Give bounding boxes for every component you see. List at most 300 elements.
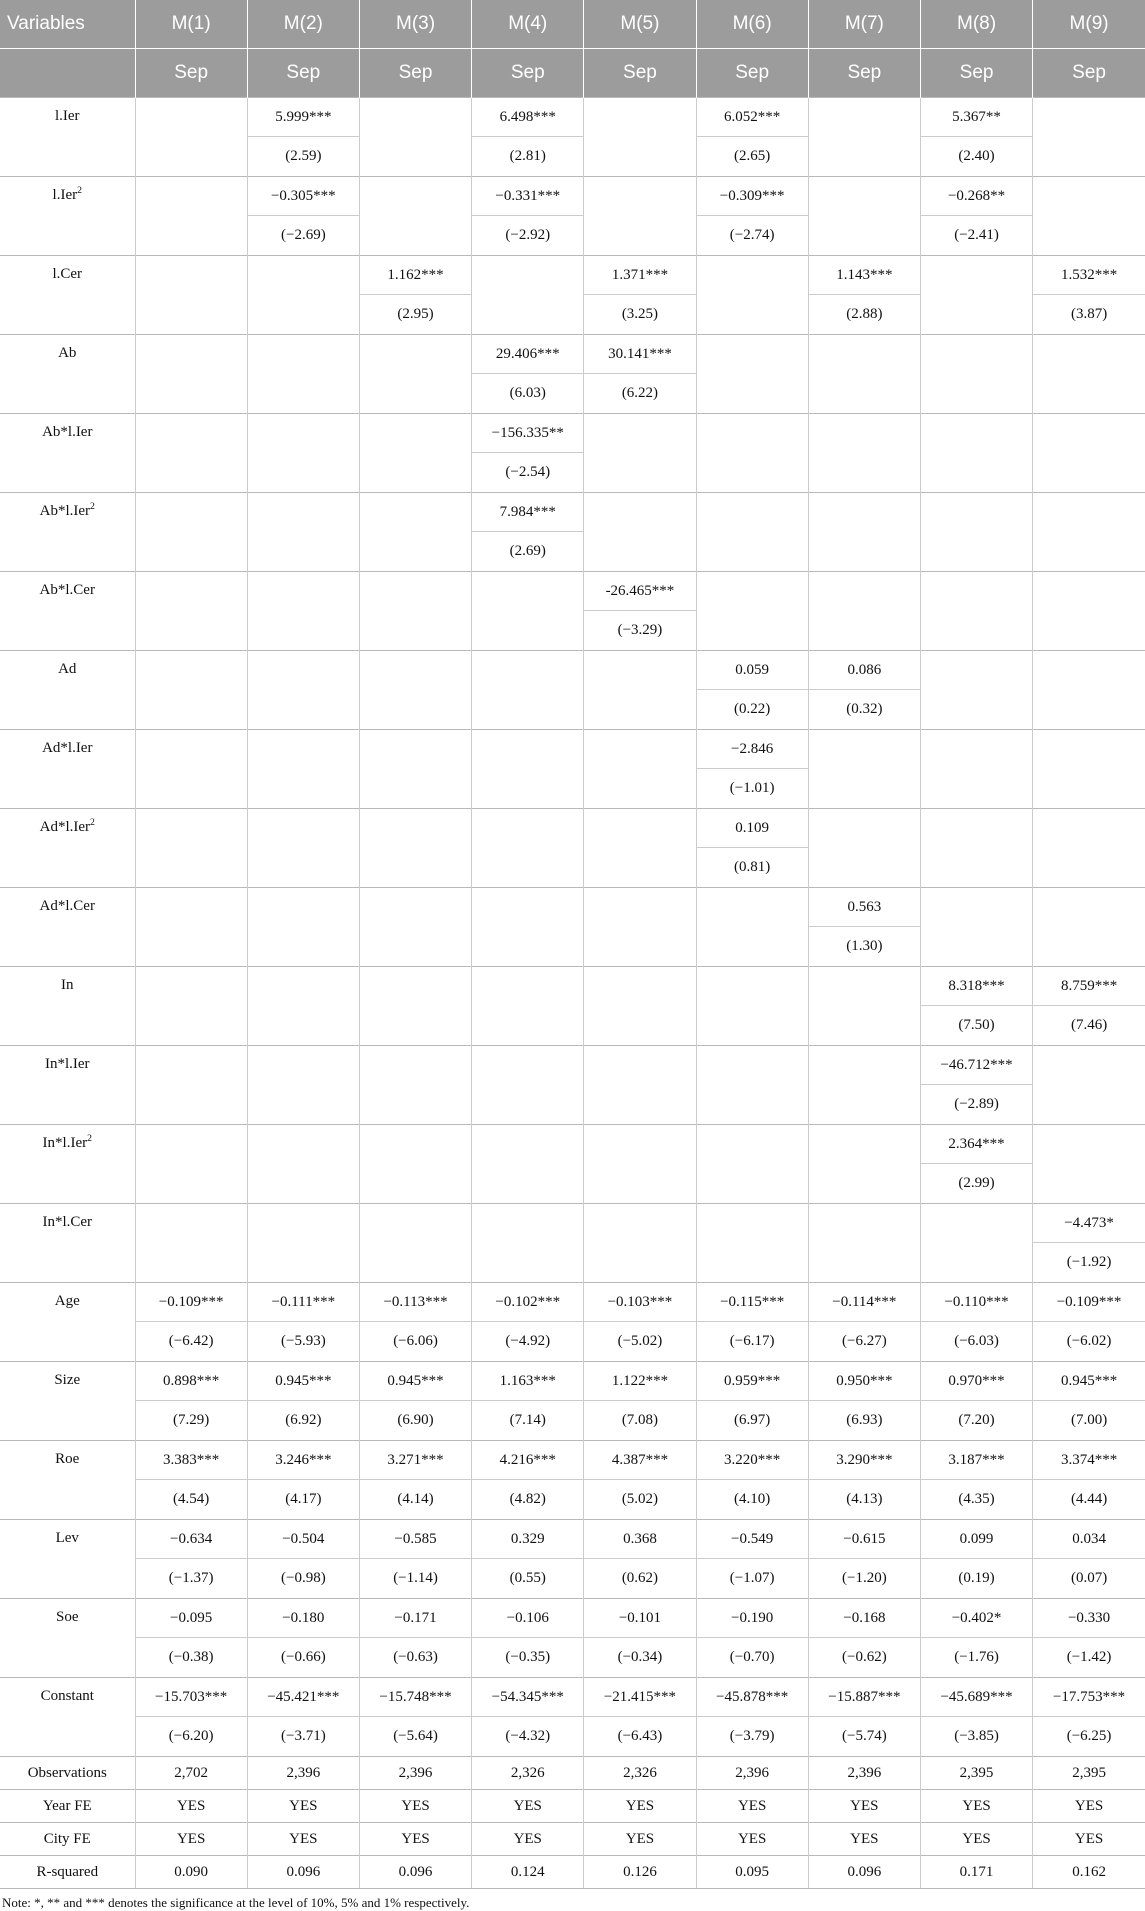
statistic-cell: YES [472,1790,584,1823]
t-stat-cell: (−1.07) [696,1559,808,1599]
t-stat-cell: (1.30) [808,927,920,967]
coefficient-cell: −0.095 [135,1599,247,1638]
t-stat-cell: (−1.92) [1033,1243,1145,1283]
empty-cell [472,769,584,809]
empty-cell [1033,374,1145,414]
variable-coef-row [0,335,1145,374]
coefficient-cell: −0.615 [808,1520,920,1559]
empty-cell [920,572,1032,611]
t-stat-cell: (−6.03) [920,1322,1032,1362]
empty-cell [247,1085,359,1125]
t-stat-cell: (2.59) [247,137,359,177]
empty-cell [1033,532,1145,572]
statistic-cell: 0.126 [584,1856,696,1889]
t-stat-cell: (4.35) [920,1480,1032,1520]
coefficient-cell: −15.748*** [359,1678,471,1717]
t-stat-cell: (−5.74) [808,1717,920,1757]
empty-cell [808,216,920,256]
variables-header: Variables [0,0,135,49]
statistic-cell: YES [584,1823,696,1856]
empty-cell [584,532,696,572]
coefficient-cell: 0.109 [696,809,808,848]
empty-cell [359,1125,471,1164]
empty-cell [247,730,359,769]
empty-cell [359,651,471,690]
empty-cell [135,967,247,1006]
statistic-label: R-squared [0,1856,135,1889]
t-stat-cell: (4.14) [359,1480,471,1520]
empty-cell [1033,414,1145,453]
empty-cell [584,98,696,137]
empty-cell [472,651,584,690]
empty-cell [472,1006,584,1046]
coefficient-cell: 29.406*** [472,335,584,374]
variable-coef-row [0,256,1145,295]
variable-tstat-row [0,848,1145,888]
variable-tstat-row [0,216,1145,256]
empty-cell [584,1243,696,1283]
empty-cell [1033,493,1145,532]
coefficient-cell: −156.335** [472,414,584,453]
variable-label: Ab*l.Ier [0,414,135,493]
empty-cell [472,572,584,611]
empty-cell [359,137,471,177]
t-stat-cell: (2.88) [808,295,920,335]
coefficient-cell: 3.220*** [696,1441,808,1480]
t-stat-cell: (6.97) [696,1401,808,1441]
t-stat-cell: (4.13) [808,1480,920,1520]
statistic-label: City FE [0,1823,135,1856]
empty-cell [472,848,584,888]
coefficient-cell: 0.945*** [359,1362,471,1401]
variable-label: Ab*l.Cer [0,572,135,651]
t-stat-cell: (3.25) [584,295,696,335]
statistic-cell: 0.162 [1033,1856,1145,1889]
model-header: M(6) [696,0,808,49]
t-stat-cell: (−1.20) [808,1559,920,1599]
t-stat-cell: (7.08) [584,1401,696,1441]
t-stat-cell: (6.03) [472,374,584,414]
empty-cell [135,888,247,927]
empty-cell [247,572,359,611]
variable-label: Age [0,1283,135,1362]
variable-label: Lev [0,1520,135,1599]
sample-header: Sep [920,49,1032,98]
statistic-cell: 2,396 [247,1757,359,1790]
empty-cell [472,1204,584,1243]
empty-cell [472,611,584,651]
empty-cell [920,809,1032,848]
variable-coef-row [0,809,1145,848]
empty-cell [584,216,696,256]
t-stat-cell: (−5.64) [359,1717,471,1757]
empty-cell [584,1204,696,1243]
t-stat-cell: (−6.43) [584,1717,696,1757]
empty-cell [472,1164,584,1204]
t-stat-cell: (−2.89) [920,1085,1032,1125]
empty-cell [808,532,920,572]
empty-cell [920,256,1032,295]
empty-cell [359,888,471,927]
t-stat-cell: (−0.38) [135,1638,247,1678]
variable-label: Roe [0,1441,135,1520]
statistic-cell: YES [584,1790,696,1823]
table-body [0,98,1145,1889]
t-stat-cell: (4.44) [1033,1480,1145,1520]
empty-cell [135,1085,247,1125]
empty-cell [920,1243,1032,1283]
empty-cell [808,453,920,493]
variable-label: Constant [0,1678,135,1757]
coefficient-cell: 1.371*** [584,256,696,295]
statistic-cell: 0.096 [808,1856,920,1889]
empty-cell [135,98,247,137]
empty-cell [696,888,808,927]
statistic-cell: 0.124 [472,1856,584,1889]
empty-cell [584,967,696,1006]
empty-cell [808,1085,920,1125]
coefficient-cell: −0.103*** [584,1283,696,1322]
statistic-cell: 0.096 [359,1856,471,1889]
empty-cell [135,216,247,256]
empty-cell [584,888,696,927]
coefficient-cell: −15.703*** [135,1678,247,1717]
t-stat-cell: (−2.92) [472,216,584,256]
t-stat-cell: (−3.71) [247,1717,359,1757]
empty-cell [247,651,359,690]
empty-cell [808,98,920,137]
coefficient-cell: −46.712*** [920,1046,1032,1085]
sample-header: Sep [472,49,584,98]
empty-cell [359,414,471,453]
empty-cell [135,1164,247,1204]
empty-cell [696,611,808,651]
coefficient-cell: 30.141*** [584,335,696,374]
empty-cell [696,532,808,572]
coefficient-cell: 0.329 [472,1520,584,1559]
coefficient-cell: 6.498*** [472,98,584,137]
variable-label: In [0,967,135,1046]
empty-cell [920,374,1032,414]
empty-cell [808,493,920,532]
t-stat-cell: (−0.62) [808,1638,920,1678]
statistic-cell: 2,395 [920,1757,1032,1790]
coefficient-cell: −0.115*** [696,1283,808,1322]
empty-cell [359,1204,471,1243]
model-header: M(3) [359,0,471,49]
variable-label: l.Ier [0,98,135,177]
statistic-cell: 2,326 [584,1757,696,1790]
t-stat-cell: (0.62) [584,1559,696,1599]
t-stat-cell: (−6.06) [359,1322,471,1362]
empty-cell [247,1164,359,1204]
empty-cell [247,611,359,651]
superscript-two: 2 [90,817,95,828]
t-stat-cell: (−5.93) [247,1322,359,1362]
empty-cell [584,1006,696,1046]
variable-label: Size [0,1362,135,1441]
empty-cell [247,256,359,295]
empty-cell [247,967,359,1006]
coefficient-cell: 0.898*** [135,1362,247,1401]
coefficient-cell: −45.878*** [696,1678,808,1717]
superscript-two: 2 [90,501,95,512]
coefficient-cell: 3.383*** [135,1441,247,1480]
empty-cell [1033,769,1145,809]
empty-cell [247,1204,359,1243]
sample-header: Sep [696,49,808,98]
coefficient-cell: −0.331*** [472,177,584,216]
t-stat-cell: (2.95) [359,295,471,335]
t-stat-cell: (0.22) [696,690,808,730]
empty-cell [135,177,247,216]
statistic-cell: YES [808,1790,920,1823]
empty-cell [135,651,247,690]
variable-label: In*l.Ier$^2$ [0,1125,135,1204]
empty-cell [584,651,696,690]
t-stat-cell: (2.65) [696,137,808,177]
statistic-cell: 0.096 [247,1856,359,1889]
coefficient-cell: 0.099 [920,1520,1032,1559]
empty-cell [359,967,471,1006]
variable-tstat-row [0,611,1145,651]
empty-cell [359,1046,471,1085]
empty-cell [584,769,696,809]
statistic-cell: 0.095 [696,1856,808,1889]
coefficient-cell: 1.162*** [359,256,471,295]
empty-cell [584,809,696,848]
coefficient-cell: −15.887*** [808,1678,920,1717]
coefficient-cell: −0.106 [472,1599,584,1638]
empty-cell [696,493,808,532]
empty-cell [359,532,471,572]
coefficient-cell: −0.268** [920,177,1032,216]
empty-cell [696,1085,808,1125]
empty-cell [920,493,1032,532]
empty-cell [1033,611,1145,651]
t-stat-cell: (−1.01) [696,769,808,809]
empty-cell [472,256,584,295]
t-stat-cell: (−0.66) [247,1638,359,1678]
statistic-cell: YES [359,1790,471,1823]
coefficient-cell: 1.122*** [584,1362,696,1401]
coefficient-cell: 0.945*** [247,1362,359,1401]
empty-cell [1033,572,1145,611]
t-stat-cell: (−0.70) [696,1638,808,1678]
sample-header: Sep [584,49,696,98]
empty-cell [1033,137,1145,177]
coefficient-cell: −21.415*** [584,1678,696,1717]
empty-cell [359,809,471,848]
coefficient-cell: 3.290*** [808,1441,920,1480]
empty-cell [1033,1164,1145,1204]
statistic-cell: YES [696,1823,808,1856]
empty-cell [584,177,696,216]
coefficient-cell: 2.364*** [920,1125,1032,1164]
empty-cell [135,374,247,414]
empty-cell [808,1006,920,1046]
empty-cell [1033,98,1145,137]
coefficient-cell: −0.113*** [359,1283,471,1322]
coefficient-cell: −0.102*** [472,1283,584,1322]
coefficient-cell: −4.473* [1033,1204,1145,1243]
empty-cell [584,137,696,177]
t-stat-cell: (7.29) [135,1401,247,1441]
empty-cell [359,1243,471,1283]
empty-cell [696,374,808,414]
t-stat-cell: (6.90) [359,1401,471,1441]
empty-cell [584,848,696,888]
coefficient-cell: −0.168 [808,1599,920,1638]
t-stat-cell: (−4.32) [472,1717,584,1757]
empty-cell [920,690,1032,730]
coefficient-cell: −0.634 [135,1520,247,1559]
empty-cell [808,335,920,374]
coefficient-cell: 0.945*** [1033,1362,1145,1401]
empty-cell [135,1243,247,1283]
empty-cell [359,493,471,532]
empty-cell [808,611,920,651]
empty-cell [808,1046,920,1085]
empty-cell [920,848,1032,888]
coefficient-cell: 0.086 [808,651,920,690]
empty-cell [696,927,808,967]
empty-cell [584,453,696,493]
empty-cell [472,967,584,1006]
empty-cell [472,1085,584,1125]
variable-tstat-row [0,1164,1145,1204]
empty-cell [135,1125,247,1164]
empty-cell [135,532,247,572]
t-stat-cell: (7.50) [920,1006,1032,1046]
empty-cell [359,769,471,809]
coefficient-cell: 0.950*** [808,1362,920,1401]
empty-cell [696,1125,808,1164]
t-stat-cell: (−6.20) [135,1717,247,1757]
variable-coef-row [0,493,1145,532]
t-stat-cell: (−1.76) [920,1638,1032,1678]
empty-cell [359,177,471,216]
coefficient-cell: −0.171 [359,1599,471,1638]
empty-cell [696,967,808,1006]
t-stat-cell: (4.82) [472,1480,584,1520]
variable-coef-row [0,967,1145,1006]
variable-coef-row [0,1362,1145,1401]
empty-cell [472,888,584,927]
coefficient-cell: 4.216*** [472,1441,584,1480]
variable-label: Ad*l.Cer [0,888,135,967]
empty-cell [359,927,471,967]
t-stat-cell: (−6.17) [696,1322,808,1362]
variable-tstat-row [0,1085,1145,1125]
t-stat-cell: (4.17) [247,1480,359,1520]
coefficient-cell: −0.309*** [696,177,808,216]
t-stat-cell: (2.69) [472,532,584,572]
empty-cell [135,1046,247,1085]
empty-cell [135,335,247,374]
empty-cell [808,809,920,848]
statistic-row [0,1790,1145,1823]
empty-cell [584,414,696,453]
empty-cell [584,690,696,730]
coefficient-cell: 3.374*** [1033,1441,1145,1480]
coefficient-cell: −0.109*** [135,1283,247,1322]
empty-cell [247,1243,359,1283]
t-stat-cell: (4.54) [135,1480,247,1520]
variable-tstat-row [0,532,1145,572]
empty-cell [808,769,920,809]
statistic-label: Observations [0,1757,135,1790]
coefficient-cell: −54.345*** [472,1678,584,1717]
empty-cell [584,1085,696,1125]
t-stat-cell: (2.40) [920,137,1032,177]
sample-header: Sep [1033,49,1145,98]
empty-cell [808,1204,920,1243]
empty-cell [359,453,471,493]
variable-coef-row [0,1204,1145,1243]
statistic-row [0,1856,1145,1889]
variable-label: Ab*l.Ier$^2$ [0,493,135,572]
coefficient-cell: 3.271*** [359,1441,471,1480]
empty-cell [472,809,584,848]
statistic-cell: 2,395 [1033,1757,1145,1790]
empty-cell [920,414,1032,453]
empty-cell [920,769,1032,809]
t-stat-cell: (−2.41) [920,216,1032,256]
coefficient-cell: −0.330 [1033,1599,1145,1638]
coefficient-cell: 5.367** [920,98,1032,137]
statistic-cell: YES [1033,1823,1145,1856]
sample-header: Sep [359,49,471,98]
empty-cell [247,453,359,493]
empty-cell [472,295,584,335]
empty-cell [135,256,247,295]
empty-cell [1033,730,1145,769]
t-stat-cell: (−3.29) [584,611,696,651]
statistic-label: Year FE [0,1790,135,1823]
empty-cell [1033,453,1145,493]
empty-cell [135,611,247,651]
t-stat-cell: (7.46) [1033,1006,1145,1046]
coefficient-cell: 0.368 [584,1520,696,1559]
statistic-cell: 2,396 [808,1757,920,1790]
variable-label: l.Ier$^2$ [0,177,135,256]
t-stat-cell: (6.92) [247,1401,359,1441]
coefficient-cell: 3.187*** [920,1441,1032,1480]
sample-header: Sep [135,49,247,98]
empty-cell [808,1243,920,1283]
empty-cell [808,177,920,216]
header-row-sample [0,49,1145,98]
variable-coef-row [0,1599,1145,1638]
variable-label: In*l.Cer [0,1204,135,1283]
empty-cell [920,888,1032,927]
t-stat-cell: (2.81) [472,137,584,177]
coefficient-cell: −0.190 [696,1599,808,1638]
variable-tstat-row [0,453,1145,493]
t-stat-cell: (0.81) [696,848,808,888]
empty-cell [359,848,471,888]
t-stat-cell: (0.55) [472,1559,584,1599]
coefficient-cell: −2.846 [696,730,808,769]
empty-cell [1033,651,1145,690]
empty-cell [135,572,247,611]
empty-cell [247,690,359,730]
t-stat-cell: (−4.92) [472,1322,584,1362]
t-stat-cell: (−0.35) [472,1638,584,1678]
coefficient-cell: 8.759*** [1033,967,1145,1006]
coefficient-cell: -26.465*** [584,572,696,611]
